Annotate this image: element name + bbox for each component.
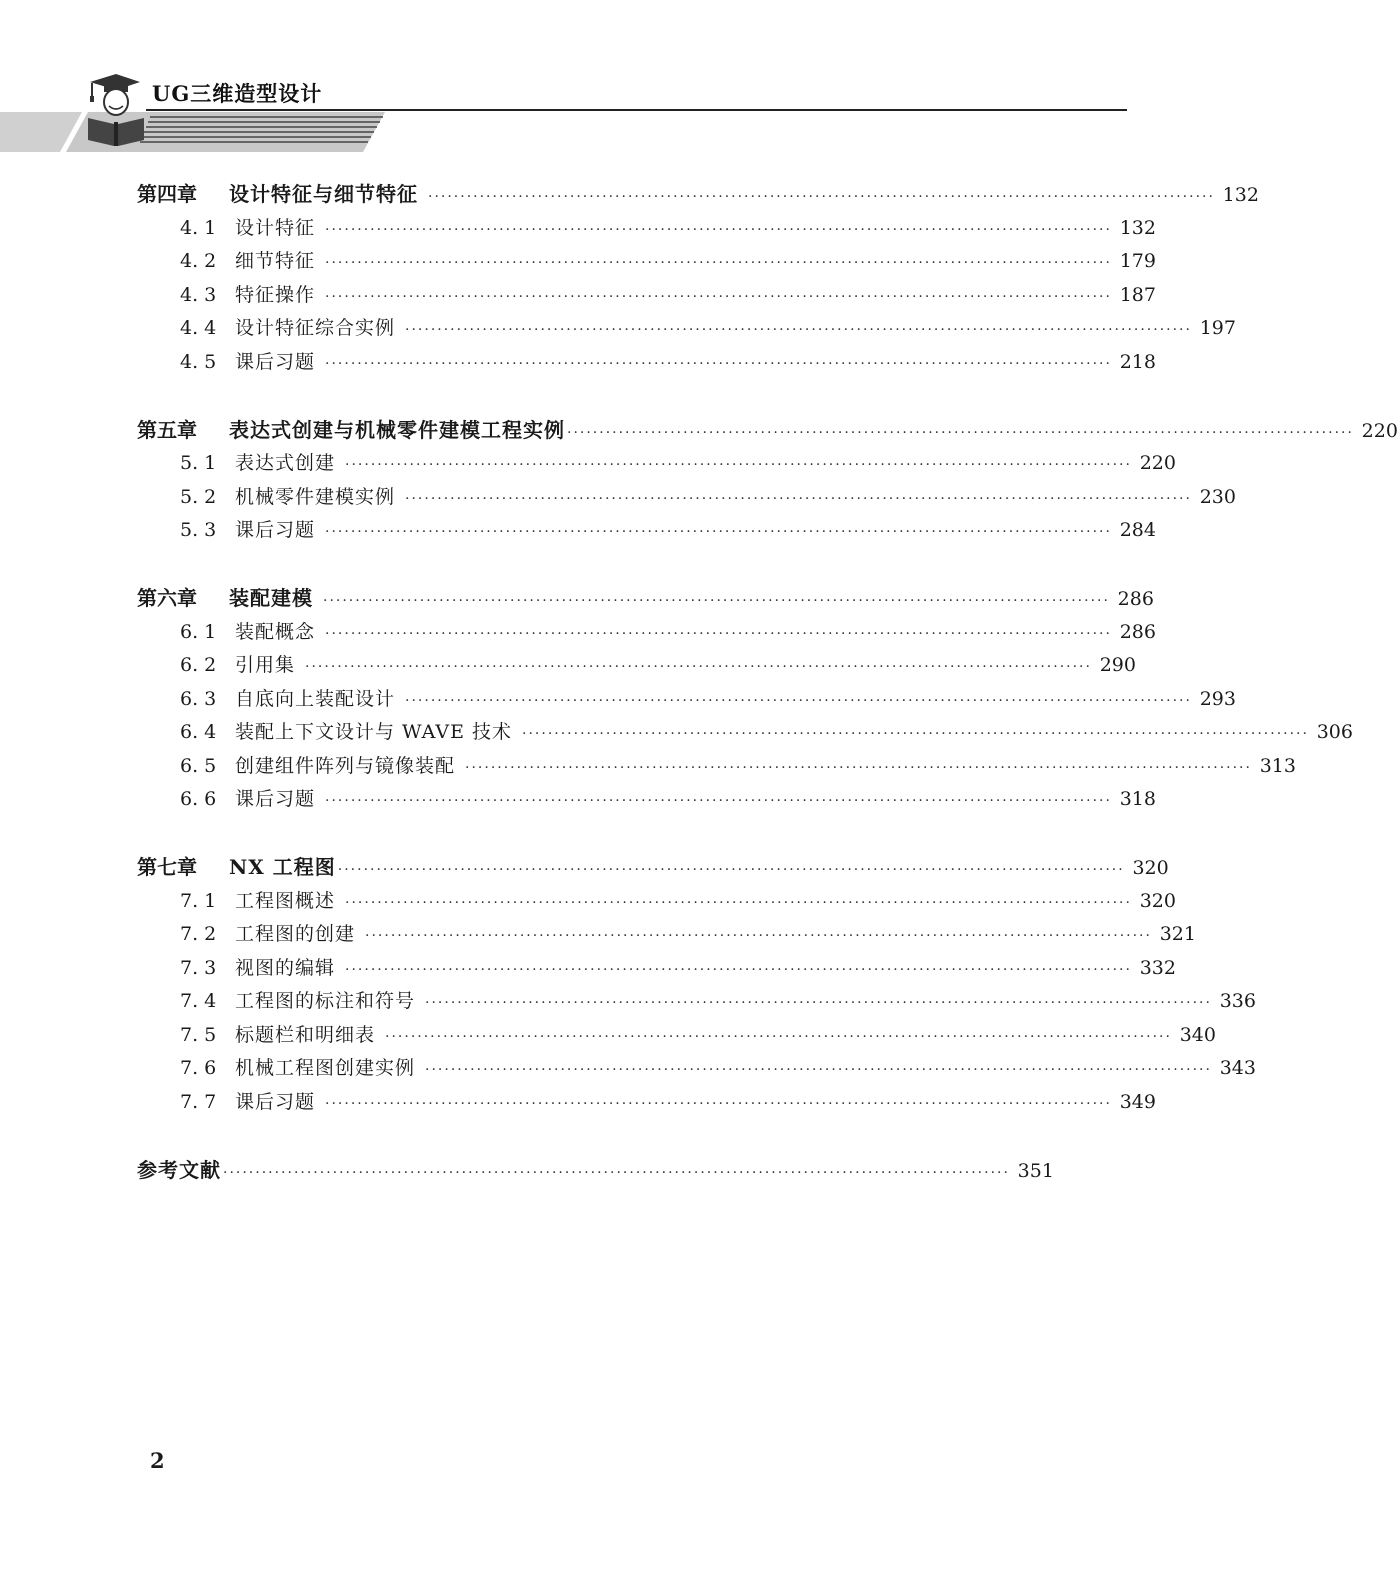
section-title: 装配概念 [235,621,316,643]
dot-leader: ·························································································································· [567,425,1354,441]
chapter-number: 第七章 [137,855,197,879]
dot-leader: ·························································································································· [405,693,1192,709]
section-title: 自底向上装配设计 [235,688,396,710]
toc-section[interactable] [180,482,1236,512]
toc-section[interactable] [180,650,1136,680]
chapter-title: 表达式创建与机械零件建模工程实例 [229,418,565,442]
dot-leader: ·························································································································· [405,491,1192,507]
section-title: 课后习题 [235,519,316,541]
dot-leader: ·························································································································· [428,189,1215,205]
toc-section[interactable] [180,953,1176,983]
page-number: 320 [1132,857,1169,879]
toc-section[interactable] [180,1087,1156,1117]
section-number: 6. 3 [180,688,217,710]
page-number: 313 [1259,755,1296,777]
references-title: 参考文献 [137,1158,221,1182]
section-number: 7. 2 [180,923,217,945]
dot-leader: ·························································································································· [305,659,1092,675]
section-number: 6. 6 [180,788,217,810]
chapter-title: 装配建模 [229,586,313,610]
dot-leader: ·························································································································· [325,626,1112,642]
dot-leader: ·························································································································· [345,962,1132,978]
page-number: 320 [1139,890,1176,912]
section-number: 7. 4 [180,990,217,1012]
book-title: UG三维造型设计 [152,81,323,106]
section-title: 课后习题 [235,1091,316,1113]
page-header [0,0,1127,160]
dot-leader: ·························································································································· [337,862,1125,878]
toc-section[interactable] [180,246,1156,276]
toc-section[interactable] [180,684,1236,714]
section-title: 课后习题 [235,788,316,810]
section-title: 机械工程图创建实例 [235,1057,416,1079]
section-number: 6. 5 [180,755,217,777]
dot-leader: ·························································································································· [365,928,1152,944]
toc-section[interactable] [180,1020,1216,1050]
toc-section[interactable] [180,919,1196,949]
section-number: 4. 2 [180,250,217,272]
section-title: 表达式创建 [235,452,336,474]
chapter-number: 第四章 [137,182,197,206]
toc-section[interactable] [180,784,1156,814]
section-title: 课后习题 [235,351,316,373]
page-number: 220 [1361,420,1398,442]
page-number: 349 [1119,1091,1156,1113]
toc-references[interactable] [137,1155,1054,1185]
section-number: 7. 1 [180,890,217,912]
page-number: 286 [1117,588,1154,610]
toc-section[interactable] [180,617,1156,647]
chapter-number: 第五章 [137,418,197,442]
dot-leader: ·························································································································· [325,255,1112,271]
dot-leader: ·························································································································· [522,726,1309,742]
toc-section[interactable] [180,313,1236,343]
section-number: 7. 7 [180,1091,217,1113]
dot-leader: ·························································································································· [325,524,1112,540]
page-number: 197 [1199,317,1236,339]
page-number: 336 [1219,990,1256,1012]
page-number: 286 [1119,621,1156,643]
dot-leader: ·························································································································· [325,1096,1112,1112]
section-title: 工程图概述 [235,890,336,912]
section-number: 5. 2 [180,486,217,508]
dot-leader: ·························································································································· [405,322,1192,338]
toc-section[interactable] [180,448,1176,478]
section-title: 设计特征综合实例 [235,317,396,339]
page-number: 132 [1119,217,1156,239]
dot-leader: ·························································································································· [345,895,1132,911]
graduate-reading-book-icon [82,72,144,146]
toc-chapter-5[interactable] [137,415,1398,445]
toc-section[interactable] [180,986,1256,1016]
toc-chapter-6[interactable] [137,583,1154,613]
toc-chapter-7[interactable] [137,852,1169,882]
page-number: 351 [1017,1160,1054,1182]
dot-leader: ·························································································································· [325,356,1112,372]
section-number: 6. 4 [180,721,217,743]
page-number: 343 [1219,1057,1256,1079]
section-number: 5. 3 [180,519,217,541]
toc-section[interactable] [180,347,1156,377]
toc-section[interactable] [180,213,1156,243]
dot-leader: ·························································································································· [465,760,1252,776]
section-title: 视图的编辑 [235,957,336,979]
page-number: 187 [1119,284,1156,306]
section-title: 机械零件建模实例 [235,486,396,508]
section-title: 创建组件阵列与镜像装配 [235,755,456,777]
section-title: 特征操作 [235,284,316,306]
dot-leader: ·························································································································· [425,995,1212,1011]
page-number: 321 [1159,923,1196,945]
page-number: 318 [1119,788,1156,810]
section-title: 工程图的标注和符号 [235,990,416,1012]
section-title: 设计特征 [235,217,316,239]
dot-leader: ·························································································································· [325,793,1112,809]
page-number: 306 [1316,721,1353,743]
section-number: 7. 3 [180,957,217,979]
dot-leader: ·························································································································· [325,289,1112,305]
page-number: 284 [1119,519,1156,541]
section-title: 细节特征 [235,250,316,272]
page-number: 332 [1139,957,1176,979]
dot-leader: ·························································································································· [345,457,1132,473]
page-number: 293 [1199,688,1236,710]
section-number: 5. 1 [180,452,217,474]
page-number: 230 [1199,486,1236,508]
section-number: 4. 4 [180,317,217,339]
toc-section[interactable] [180,886,1176,916]
section-number: 4. 3 [180,284,217,306]
section-title: 引用集 [235,654,296,676]
chapter-title: NX 工程图 [229,855,336,879]
page-number: 179 [1119,250,1156,272]
section-number: 4. 1 [180,217,217,239]
dot-leader: ·························································································································· [223,1165,1010,1181]
chapter-number: 第六章 [137,586,197,610]
dot-leader: ·························································································································· [325,222,1112,238]
toc-section[interactable] [180,515,1156,545]
page-number: 340 [1179,1024,1216,1046]
page-number: 218 [1119,351,1156,373]
section-number: 6. 2 [180,654,217,676]
section-title: 标题栏和明细表 [235,1024,376,1046]
toc-section[interactable] [180,280,1156,310]
section-number: 7. 6 [180,1057,217,1079]
section-number: 7. 5 [180,1024,217,1046]
section-number: 6. 1 [180,621,217,643]
page-number: 290 [1099,654,1136,676]
dot-leader: ·························································································································· [425,1062,1212,1078]
toc-section[interactable] [180,751,1296,781]
dot-leader: ·························································································································· [385,1029,1172,1045]
section-title: 工程图的创建 [235,923,356,945]
page-number: 220 [1139,452,1176,474]
toc-chapter-4[interactable] [137,179,1259,209]
dot-leader: ·························································································································· [323,593,1110,609]
toc-section[interactable] [180,1053,1256,1083]
section-number: 4. 5 [180,351,217,373]
section-title: 装配上下文设计与 WAVE 技术 [235,721,513,743]
page-folio: 2 [150,1448,165,1473]
chapter-title: 设计特征与细节特征 [229,182,418,206]
page-number: 132 [1222,184,1259,206]
toc-section[interactable] [180,717,1353,747]
